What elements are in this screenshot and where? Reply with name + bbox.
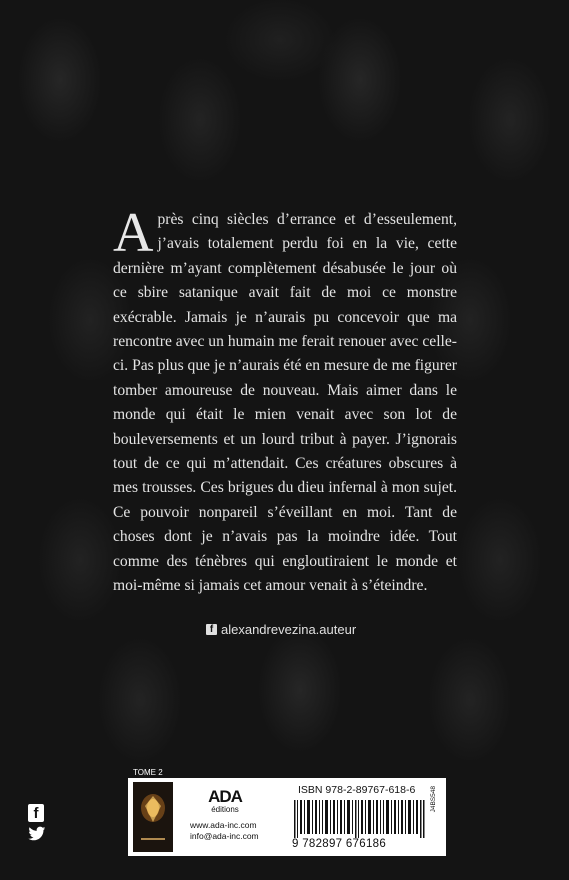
logo-sub: éditions xyxy=(211,805,239,814)
publisher-panel xyxy=(128,778,446,856)
back-cover-blurb xyxy=(113,202,457,599)
tome-label: TOME 2 xyxy=(133,768,163,777)
social-handle-text: alexandrevezina.auteur xyxy=(221,622,357,637)
publisher-email[interactable]: info@ada-inc.com xyxy=(190,831,259,841)
publisher-logo xyxy=(206,788,244,814)
barcode-digits: 9 782897 676186 xyxy=(292,838,387,850)
author-social-handle[interactable] xyxy=(206,622,356,637)
publisher-contacts xyxy=(190,820,259,842)
side-code: J4BS548 xyxy=(430,786,437,813)
facebook-icon: f xyxy=(206,624,217,635)
barcode xyxy=(294,800,426,838)
book-thumbnail xyxy=(133,782,173,852)
facebook-icon[interactable]: f xyxy=(28,804,44,822)
social-icons xyxy=(28,804,46,842)
twitter-icon[interactable] xyxy=(28,826,46,842)
isbn-label: ISBN 978-2-89767-618-6 xyxy=(298,784,416,796)
blurb-text: près cinq siècles d’errance et d’esseulement, j’avais totalement perdu foi en la vie, cette dernière m’ayant complètement désabusée le jour où ce sbire satanique avait fait de moi ce monstre exécrable. Jamais je n’aurais pu concevoir que ma rencontre avec un humain me ferait renouer avec celle-ci. Pas plus que je n’aurais été en mesure de me figurer tomber amoureuse de nouveau. Mais aimer dans le monde qui était le mien venait avec son lot de bouleversements et un lourd tribut à payer. J’ignorais tout de ce qui m’attendait. Ces créatures obscures à mes trousses. Ces brigues du dieu infernal à mon sujet. Ce pouvoir nonpareil s’éveillant en moi. Tant de choses dont je n’avais pas la moindre idée. Tout comme des ténèbres qui engloutiraient le monde et moi-même si jamais cet amour venait à s’éteindre. xyxy=(113,211,457,595)
logo-mark: ADA xyxy=(208,787,242,806)
drop-cap: A xyxy=(113,202,154,264)
publisher-website[interactable]: www.ada-inc.com xyxy=(190,820,257,830)
